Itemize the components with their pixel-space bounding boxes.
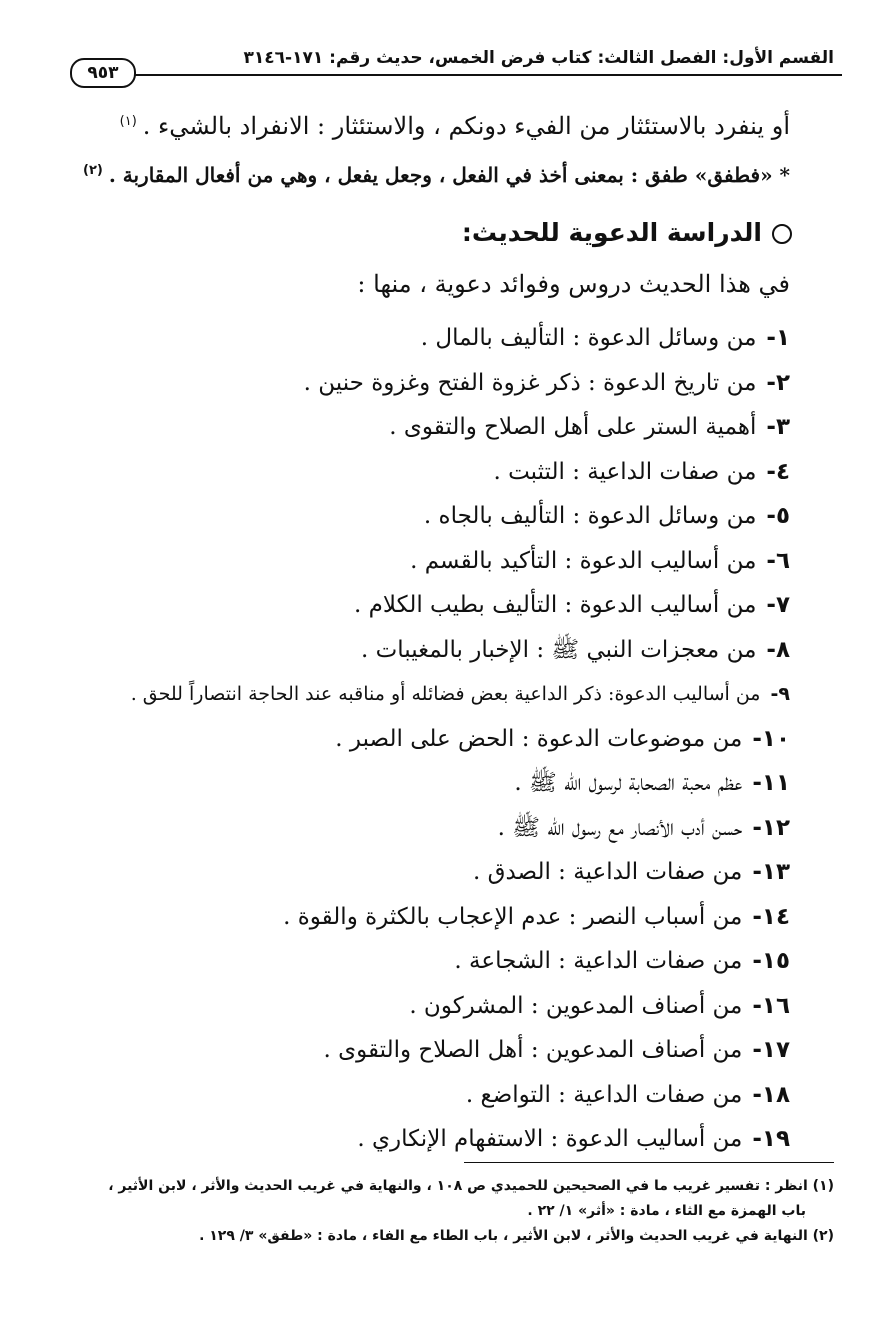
list-item: [131, 407, 790, 452]
list-item: [131, 1075, 790, 1120]
footnote-number: (١): [812, 1178, 834, 1194]
list-item: [131, 1119, 790, 1164]
item-number: ٦-: [766, 547, 790, 574]
item-number: ٩-: [770, 683, 790, 705]
list-item: [131, 496, 790, 541]
section-heading: [462, 218, 792, 247]
preface-text: أو ينفرد بالاستئثار من الفيء دونكم ، والاستئثار : الانفراد بالشيء .: [142, 112, 790, 140]
list-item: [131, 808, 790, 853]
definition-term: * «فطفق»: [694, 163, 790, 187]
item-text: من معجزات النبي ﷺ : الإخبار بالمغيبات .: [360, 636, 757, 663]
list-item: [131, 318, 790, 363]
item-number: ٨-: [766, 636, 790, 663]
intro-text: في هذا الحديث دروس وفوائد دعوية ، منها :: [357, 270, 790, 298]
footnote-1: [60, 1174, 834, 1199]
item-text: من أساليب الدعوة : التأليف بطيب الكلام .: [354, 592, 757, 618]
footnote-ref-1: (١): [119, 114, 137, 129]
item-number: ٢-: [766, 369, 790, 396]
footnote-rule: [464, 1162, 834, 1163]
lessons-list: [131, 318, 790, 1164]
list-item: [131, 852, 790, 897]
list-item: [131, 674, 790, 719]
list-item: [131, 630, 790, 675]
item-number: ١٨-: [752, 1081, 790, 1108]
page-header: [70, 48, 842, 82]
item-text: من صفات الداعية : التثبت .: [493, 458, 757, 485]
definition-line: [60, 163, 790, 187]
footnote-ref-2: (٢): [82, 163, 103, 179]
footnotes: [60, 1174, 834, 1249]
list-item: [131, 585, 790, 630]
footnote-2: [60, 1224, 834, 1249]
footnote-text: انظر : تفسير غريب ما في الصحيحين للحميدي ص ١٠٨ ، والنهاية في غريب الحديث والأثر ، لابن الأثير ،: [108, 1178, 808, 1194]
footnote-1-continued: باب الهمزة مع الثاء ، مادة : «أثر» ١/ ٢٢ .: [527, 1203, 806, 1219]
item-text: من أساليب الدعوة : الاستفهام الإنكاري .: [357, 1126, 743, 1152]
footnote-number: (٢): [812, 1228, 834, 1244]
item-text: عظم محبة الصحابة لرسول الله ﷺ .: [514, 770, 743, 796]
item-text: من أسباب النصر : عدم الإعجاب بالكثرة والقوة .: [283, 903, 743, 930]
item-text: من وسائل الدعوة : التأليف بالجاه .: [423, 503, 757, 529]
item-number: ١٠-: [752, 725, 790, 752]
item-number: ٥-: [766, 503, 790, 529]
item-number: ١٣-: [752, 859, 790, 885]
item-number: ٧-: [766, 592, 790, 618]
item-text: من صفات الداعية : التواضع .: [465, 1081, 743, 1108]
item-text: أهمية الستر على أهل الصلاح والتقوى .: [389, 414, 757, 440]
item-text: من موضوعات الدعوة : الحض على الصبر .: [335, 725, 743, 752]
list-item: [131, 719, 790, 764]
list-item: [131, 986, 790, 1031]
item-text: من تاريخ الدعوة : ذكر غزوة الفتح وغزوة حنين .: [303, 369, 757, 396]
item-text: من وسائل الدعوة : التأليف بالمال .: [420, 325, 757, 351]
item-number: ١٤-: [752, 903, 790, 930]
item-text: حسن أدب الأنصار مع رسول الله ﷺ .: [497, 814, 743, 841]
list-item: [131, 763, 790, 808]
list-item: [131, 1030, 790, 1075]
definition-text: طفق : بمعنى أخذ في الفعل ، وجعل يفعل ، وهي من أفعال المقاربة .: [108, 163, 695, 187]
list-item: [131, 941, 790, 986]
header-rule: [125, 74, 842, 76]
item-text: من أساليب الدعوة : التأكيد بالقسم .: [410, 547, 757, 574]
list-item: [131, 897, 790, 942]
item-text: من أصناف المدعوين : المشركون .: [409, 992, 743, 1019]
list-item: [131, 452, 790, 497]
section-title: الدراسة الدعوية للحديث:: [461, 218, 762, 247]
item-text: من صفات الداعية : الشجاعة .: [454, 948, 743, 974]
item-number: ١-: [766, 325, 790, 351]
item-number: ١٥-: [752, 948, 790, 974]
item-number: ١٦-: [752, 992, 790, 1019]
running-title: القسم الأول: الفصل الثالث: كتاب فرض الخمس، حديث رقم: ١٧١-٣١٤٦: [243, 48, 834, 68]
item-number: ٣-: [766, 414, 790, 440]
page-number: ٩٥٣: [70, 58, 136, 88]
item-number: ١٩-: [752, 1126, 790, 1152]
preface-line: [60, 112, 790, 140]
item-number: ٤-: [766, 458, 790, 485]
item-number: ١٢-: [752, 814, 790, 841]
footnote-text: النهاية في غريب الحديث والأثر ، لابن الأثير ، باب الطاء مع الفاء ، مادة : «طفق» ٣/ ١٢٩ .: [199, 1228, 808, 1244]
circle-bullet-icon: [772, 224, 792, 244]
item-text: من أصناف المدعوين : أهل الصلاح والتقوى .: [323, 1037, 743, 1063]
item-number: ١٧-: [752, 1037, 790, 1063]
list-item: [131, 363, 790, 408]
item-number: ١١-: [752, 770, 790, 796]
item-text: من أساليب الدعوة: ذكر الداعية بعض فضائله أو مناقبه عند الحاجة انتصاراً للحق .: [130, 683, 761, 705]
list-item: [131, 541, 790, 586]
item-text: من صفات الداعية : الصدق .: [472, 859, 743, 885]
